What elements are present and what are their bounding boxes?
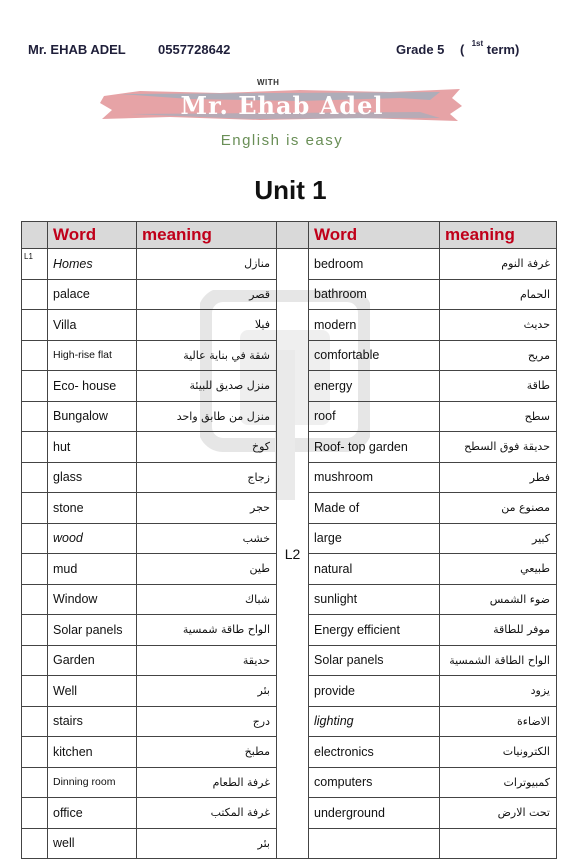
page-header (28, 39, 538, 62)
word-cell-2: underground (309, 798, 440, 829)
header-meaning: meaning (137, 222, 277, 249)
meaning-cell: شباك (137, 584, 277, 615)
level-cell (22, 645, 48, 676)
header-blank (22, 222, 48, 249)
meaning-cell: فيلا (137, 310, 277, 341)
word-cell-2: Made of (309, 493, 440, 524)
word-cell-2: Roof- top garden (309, 432, 440, 463)
level-l2-cell: L2 (277, 249, 309, 859)
word-cell-2: modern (309, 310, 440, 341)
word-cell: office (48, 798, 137, 829)
meaning-cell-2: الكترونيات (440, 737, 557, 768)
word-cell-2: large (309, 523, 440, 554)
meaning-cell: حديقة (137, 645, 277, 676)
word-cell: Villa (48, 310, 137, 341)
meaning-cell: منزل من طابق واحد (137, 401, 277, 432)
word-cell: hut (48, 432, 137, 463)
word-cell-2: computers (309, 767, 440, 798)
meaning-cell: قصر (137, 279, 277, 310)
meaning-cell: حجر (137, 493, 277, 524)
level-cell (22, 462, 48, 493)
level-cell (22, 554, 48, 585)
level-cell (22, 615, 48, 646)
word-cell-2 (309, 828, 440, 859)
level-cell (22, 340, 48, 371)
word-cell-2: mushroom (309, 462, 440, 493)
word-cell-2: lighting (309, 706, 440, 737)
word-cell-2: natural (309, 554, 440, 585)
word-cell-2: comfortable (309, 340, 440, 371)
meaning-cell-2: مريح (440, 340, 557, 371)
meaning-cell-2: كمبيوترات (440, 767, 557, 798)
vocabulary-table (21, 221, 557, 859)
word-cell-2: Energy efficient (309, 615, 440, 646)
teacher-phone: 0557728642 (158, 42, 231, 57)
word-cell-2: electronics (309, 737, 440, 768)
level-cell (22, 584, 48, 615)
word-cell: glass (48, 462, 137, 493)
word-cell: kitchen (48, 737, 137, 768)
level-cell (22, 676, 48, 707)
page-title: Unit 1 (254, 175, 327, 205)
meaning-cell-2: طبيعي (440, 554, 557, 585)
logo-tagline: English is easy (220, 132, 344, 149)
word-cell: Solar panels (48, 615, 137, 646)
word-cell: stairs (48, 706, 137, 737)
level-cell (22, 767, 48, 798)
meaning-cell-2: حديث (440, 310, 557, 341)
word-cell: stone (48, 493, 137, 524)
level-cell (22, 493, 48, 524)
meaning-cell-2: ضوء الشمس (440, 584, 557, 615)
word-cell: wood (48, 523, 137, 554)
level-cell (22, 798, 48, 829)
word-cell: Dinning room (48, 767, 137, 798)
header-meaning-2: meaning (440, 222, 557, 249)
grade-label: Grade 5 (396, 42, 445, 57)
header-blank-mid (277, 222, 309, 249)
meaning-cell-2: حديقة فوق السطح (440, 432, 557, 463)
logo-with-text: WITH (257, 78, 280, 87)
word-cell-2: energy (309, 371, 440, 402)
meaning-cell: غرفة الطعام (137, 767, 277, 798)
meaning-cell-2: الحمام (440, 279, 557, 310)
word-cell-2: bathroom (309, 279, 440, 310)
logo-name-text: Mr. Ehab Adel (180, 91, 384, 120)
meaning-cell: كوخ (137, 432, 277, 463)
meaning-cell: زجاج (137, 462, 277, 493)
meaning-cell: شقة في بناية عالية (137, 340, 277, 371)
meaning-cell-2: كبير (440, 523, 557, 554)
level-cell (22, 432, 48, 463)
word-cell: Eco- house (48, 371, 137, 402)
word-cell: High-rise flat (48, 340, 137, 371)
level-cell (22, 828, 48, 859)
word-cell-2: roof (309, 401, 440, 432)
meaning-cell: خشب (137, 523, 277, 554)
word-cell: Garden (48, 645, 137, 676)
word-cell: Window (48, 584, 137, 615)
word-cell: mud (48, 554, 137, 585)
meaning-cell: درج (137, 706, 277, 737)
meaning-cell-2: سطح (440, 401, 557, 432)
table-row (22, 249, 557, 280)
term-label: ( $^{1st}$ term) (460, 39, 520, 57)
meaning-cell-2 (440, 828, 557, 859)
meaning-cell-2: غرفة النوم (440, 249, 557, 280)
level-cell (22, 706, 48, 737)
level-cell (22, 737, 48, 768)
level-cell (22, 523, 48, 554)
meaning-cell: مطبخ (137, 737, 277, 768)
word-cell-2: sunlight (309, 584, 440, 615)
meaning-cell: بئر (137, 676, 277, 707)
meaning-cell: بئر (137, 828, 277, 859)
meaning-cell: منازل (137, 249, 277, 280)
meaning-cell-2: طاقة (440, 371, 557, 402)
meaning-cell-2: فطر (440, 462, 557, 493)
word-cell: Well (48, 676, 137, 707)
word-cell: palace (48, 279, 137, 310)
level-cell (22, 279, 48, 310)
teacher-name: Mr. EHAB ADEL (28, 42, 126, 57)
word-cell-2: Solar panels (309, 645, 440, 676)
header-word: Word (48, 222, 137, 249)
meaning-cell-2: الاضاءة (440, 706, 557, 737)
word-cell: Bungalow (48, 401, 137, 432)
header-word-2: Word (309, 222, 440, 249)
meaning-cell: الواح طاقة شمسية (137, 615, 277, 646)
word-cell-2: bedroom (309, 249, 440, 280)
meaning-cell-2: الواح الطاقة الشمسية (440, 645, 557, 676)
meaning-cell-2: يزود (440, 676, 557, 707)
meaning-cell: غرفة المكتب (137, 798, 277, 829)
meaning-cell: طين (137, 554, 277, 585)
word-cell-2: provide (309, 676, 440, 707)
meaning-cell-2: مصنوع من (440, 493, 557, 524)
word-cell: Homes (48, 249, 137, 280)
teacher-logo (92, 78, 472, 156)
table-header-row (22, 222, 557, 249)
meaning-cell-2: موفر للطاقة (440, 615, 557, 646)
meaning-cell: منزل صديق للبيئة (137, 371, 277, 402)
level-cell (22, 401, 48, 432)
meaning-cell-2: تحت الارض (440, 798, 557, 829)
word-cell: well (48, 828, 137, 859)
level-cell (22, 371, 48, 402)
level-cell (22, 310, 48, 341)
level-cell: L1 (22, 249, 48, 280)
